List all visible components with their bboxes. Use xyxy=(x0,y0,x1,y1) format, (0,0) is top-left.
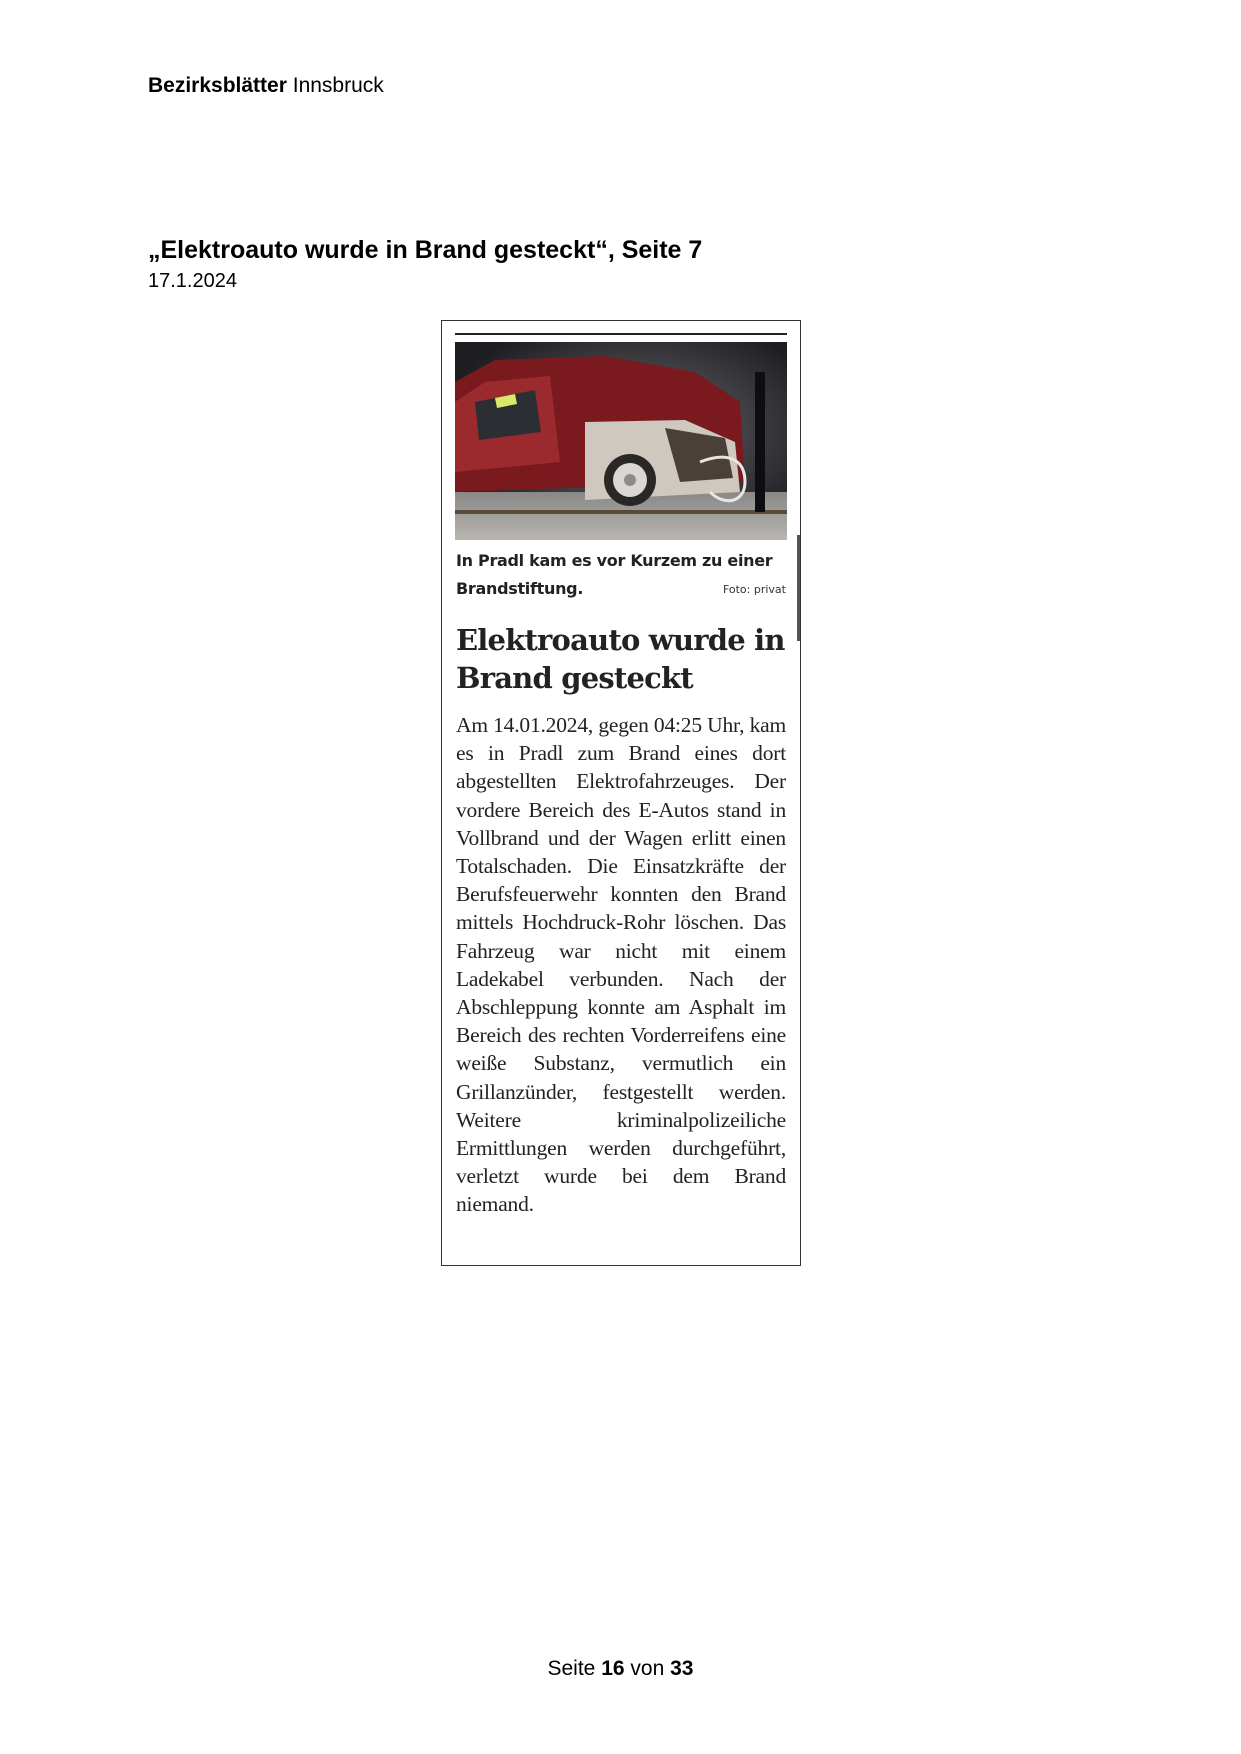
article-body: Am 14.01.2024, gegen 04:25 Uhr, kam es in Pradl zum Brand eines dort abgestellten Elektrofahrzeuges. Der vordere Bereich des E-Autos stand in Vollbrand und der Wagen erlitt einen Totalschaden. Die Einsatzkräfte der Berufsfeuerwehr konnten den Brand mittels Hochdruck-Rohr löschen. Das Fahrzeug war nicht mit einem Ladekabel verbunden. Nach der Abschleppung konnte am Asphalt im Bereich des rechten Vorderreifens eine weiße Substanz, vermutlich ein Grillanzünder, festgestellt werden. Weitere kriminalpolizeiliche Ermittlungen werden durchgeführt, verletzt wurde bei dem Brand niemand. xyxy=(456,713,786,1217)
document-title: „Elektroauto wurde in Brand gesteckt“, Seite 7 xyxy=(148,236,703,264)
page-footer xyxy=(0,1657,1241,1681)
footer-prefix: Seite xyxy=(547,1657,596,1680)
publication-edition: Innsbruck xyxy=(292,74,384,97)
total-page-number: 33 xyxy=(670,1657,694,1680)
photo-credit: Foto: privat xyxy=(722,583,786,596)
article-headline: Elektroauto wurde in Brand gesteckt xyxy=(456,623,785,695)
photo-caption: In Pradl kam es vor Kurzem zu einer Brandstiftung. xyxy=(456,551,773,598)
footer-middle: von xyxy=(630,1657,665,1680)
burned-car-photo xyxy=(455,342,787,540)
newspaper-clipping xyxy=(441,320,801,1266)
document-date: 17.1.2024 xyxy=(148,270,237,292)
top-rule xyxy=(455,333,787,335)
publication-name: Bezirksblätter xyxy=(148,74,287,97)
current-page-number: 16 xyxy=(601,1657,625,1680)
publication-header xyxy=(148,74,384,98)
column-edge-line xyxy=(797,535,800,641)
